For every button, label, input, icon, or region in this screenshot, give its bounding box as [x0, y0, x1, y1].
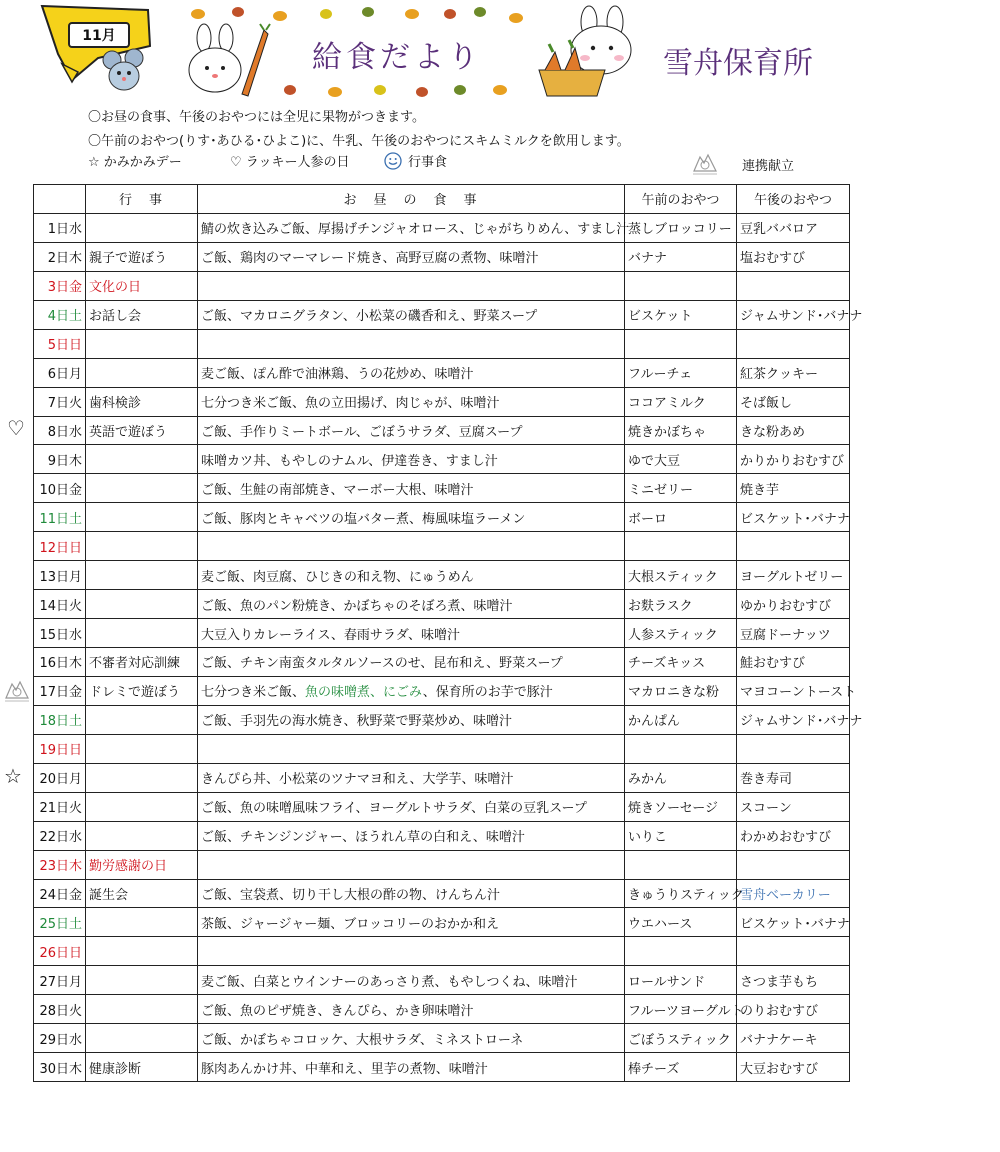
day-cell: 4日土 [34, 300, 86, 329]
day-cell: 11日土 [34, 503, 86, 532]
am-snack-cell: みかん [625, 763, 737, 792]
day-cell: 6日月 [34, 358, 86, 387]
event-cell [86, 503, 198, 532]
am-snack-cell: フルーチェ [625, 358, 737, 387]
pm-snack-cell: わかめおむすび [737, 821, 850, 850]
am-snack-cell: お麩ラスク [625, 590, 737, 619]
table-row [34, 619, 850, 648]
day-cell: 3日金 [34, 271, 86, 300]
event-cell [86, 590, 198, 619]
header [0, 0, 1000, 100]
lunch-cell: ご飯、魚のパン粉焼き、かぼちゃのそぼろ煮、味噌汁 [198, 590, 625, 619]
lunch-cell: 味噌カツ丼、もやしのナムル、伊達巻き、すまし汁 [198, 445, 625, 474]
pm-snack-cell: ジャムサンド･バナナ [737, 705, 850, 734]
table-row [34, 416, 850, 445]
day-cell: 21日火 [34, 792, 86, 821]
day-cell: 20日月 [34, 763, 86, 792]
event-cell [86, 561, 198, 590]
day-cell: 27日月 [34, 966, 86, 995]
day-cell: 30日木 [34, 1053, 86, 1082]
pm-snack-cell: そば飯し [737, 387, 850, 416]
event-cell: 誕生会 [86, 879, 198, 908]
table-row [34, 879, 850, 908]
event-cell [86, 358, 198, 387]
event-cell [86, 705, 198, 734]
event-cell [86, 937, 198, 966]
day-cell: 7日火 [34, 387, 86, 416]
lunch-cell: 茶飯、ジャージャー麺、ブロッコリーのおかか和え [198, 908, 625, 937]
table-row [34, 387, 850, 416]
table-row [34, 358, 850, 387]
lunch-cell: 七分つき米ご飯、魚の立田揚げ、肉じゃが、味噌汁 [198, 387, 625, 416]
am-snack-cell: ごぼうスティック [625, 1024, 737, 1053]
day-cell: 1日水 [34, 213, 86, 242]
table-row [34, 561, 850, 590]
am-snack-cell: ビスケット [625, 300, 737, 329]
lunch-cell: ご飯、豚肉とキャベツの塩バター煮、梅風味塩ラーメン [198, 503, 625, 532]
day-cell: 14日火 [34, 590, 86, 619]
lucky-carrot-mark: ♡ [7, 416, 25, 440]
table-row [34, 213, 850, 242]
pm-snack-cell: 塩おむすび [737, 242, 850, 271]
am-snack-cell: 大根スティック [625, 561, 737, 590]
pm-snack-cell: スコーン [737, 792, 850, 821]
mouse-icon [100, 48, 148, 96]
event-cell [86, 474, 198, 503]
pm-snack-cell [737, 532, 850, 561]
pm-snack-cell [737, 271, 850, 300]
table-row [34, 329, 850, 358]
note-fruit: 〇お昼の食事、午後のおやつには全児に果物がつきます。 [88, 110, 425, 125]
day-cell: 22日水 [34, 821, 86, 850]
header-pm-snack: 午後のおやつ [737, 185, 850, 214]
am-snack-cell [625, 532, 737, 561]
lunch-cell [198, 937, 625, 966]
menu-table [33, 184, 863, 1082]
day-cell: 18日土 [34, 705, 86, 734]
lunch-cell: 大豆入りカレーライス、春雨サラダ、味噌汁 [198, 619, 625, 648]
lunch-cell [198, 329, 625, 358]
table-row [34, 1053, 850, 1082]
pm-snack-cell: ビスケット･バナナ [737, 503, 850, 532]
day-cell: 5日日 [34, 329, 86, 358]
collab-menu-mark-icon [2, 678, 32, 704]
page-title: 給食だより [312, 40, 482, 75]
event-cell: お話し会 [86, 300, 198, 329]
event-cell: ドレミで遊ぼう [86, 676, 198, 705]
menu-body [34, 213, 863, 1081]
pm-snack-cell [737, 937, 850, 966]
event-cell [86, 329, 198, 358]
day-cell: 9日木 [34, 445, 86, 474]
lunch-part: 魚の味噌煮、にごみ [305, 685, 423, 701]
day-cell: 13日月 [34, 561, 86, 590]
table-row [34, 300, 850, 329]
note-milk: 〇午前のおやつ(りす･あひる･ひよこ)に、牛乳、午後のおやつにスキムミルクを飲用します。 [88, 134, 630, 149]
pm-snack-cell: 焼き芋 [737, 474, 850, 503]
event-cell [86, 763, 198, 792]
pm-snack-cell: ビスケット･バナナ [737, 908, 850, 937]
table-row [34, 937, 850, 966]
day-cell: 10日金 [34, 474, 86, 503]
am-snack-cell: ボーロ [625, 503, 737, 532]
event-cell: 親子で遊ぼう [86, 242, 198, 271]
am-snack-cell: いりこ [625, 821, 737, 850]
event-cell [86, 966, 198, 995]
pm-snack-cell [737, 329, 850, 358]
table-row [34, 445, 850, 474]
table-row [34, 792, 850, 821]
table-row [34, 590, 850, 619]
lunch-cell [198, 850, 625, 879]
pm-snack-cell: かりかりおむすび [737, 445, 850, 474]
table-row [34, 821, 850, 850]
am-snack-cell: バナナ [625, 242, 737, 271]
pm-snack-cell: ゆかりおむすび [737, 590, 850, 619]
header-day [34, 185, 86, 214]
am-snack-cell: ミニゼリー [625, 474, 737, 503]
table-row [34, 242, 850, 271]
header-am-snack: 午前のおやつ [625, 185, 737, 214]
pm-snack-cell: 鮭おむすび [737, 648, 850, 677]
pm-snack-cell: のりおむすび [737, 995, 850, 1024]
am-snack-cell: ウエハース [625, 908, 737, 937]
lunch-cell: ご飯、魚の味噌風味フライ、ヨーグルトサラダ、白菜の豆乳スープ [198, 792, 625, 821]
am-snack-cell: フルーツヨーグルト [625, 995, 737, 1024]
day-cell: 16日木 [34, 648, 86, 677]
pm-snack-cell: 大豆おむすび [737, 1053, 850, 1082]
lunch-cell: ご飯、手作りミートボール、ごぼうサラダ、豆腐スープ [198, 416, 625, 445]
event-cell [86, 1024, 198, 1053]
month-label: 11月 [68, 22, 130, 48]
event-cell [86, 995, 198, 1024]
pm-snack-cell: 雪舟ベーカリー [737, 879, 850, 908]
table-row [34, 503, 850, 532]
pm-snack-cell: バナナケーキ [737, 1024, 850, 1053]
pm-snack-cell: さつま芋もち [737, 966, 850, 995]
table-row [34, 734, 850, 763]
am-snack-cell: ロールサンド [625, 966, 737, 995]
legend-kamikami: ☆ かみかみデー [88, 155, 182, 170]
table-row [34, 474, 850, 503]
legend-event-meal [384, 151, 447, 170]
event-cell [86, 821, 198, 850]
lunch-cell [198, 271, 625, 300]
table-row [34, 850, 850, 879]
table-row [34, 676, 850, 705]
lunch-cell: ご飯、鶏肉のマーマレード焼き、高野豆腐の煮物、味噌汁 [198, 242, 625, 271]
bunny-with-basket-icon [535, 6, 655, 98]
pm-snack-cell: 豆腐ドーナッツ [737, 619, 850, 648]
lunch-cell: きんぴら丼、小松菜のツナマヨ和え、大学芋、味噌汁 [198, 763, 625, 792]
am-snack-cell: 蒸しブロッコリー [625, 213, 737, 242]
pm-snack-cell [737, 734, 850, 763]
table-row [34, 532, 850, 561]
event-cell [86, 532, 198, 561]
lunch-cell [198, 532, 625, 561]
smile-icon [384, 152, 402, 170]
header-lunch: お 昼 の 食 事 [198, 185, 625, 214]
lunch-cell: 麦ご飯、肉豆腐、ひじきの和え物、にゅうめん [198, 561, 625, 590]
day-cell: 23日木 [34, 850, 86, 879]
lunch-cell: 豚肉あんかけ丼、中華和え、里芋の煮物、味噌汁 [198, 1053, 625, 1082]
table-row [34, 705, 850, 734]
pm-snack-cell [737, 850, 850, 879]
legend-lucky-carrot: ♡ ラッキー人参の日 [230, 155, 350, 170]
day-cell: 29日水 [34, 1024, 86, 1053]
table-row [34, 966, 850, 995]
table-header-row [34, 185, 850, 214]
event-cell: 勤労感謝の日 [86, 850, 198, 879]
table-row [34, 763, 850, 792]
kamikami-day-mark: ☆ [4, 764, 22, 788]
am-snack-cell: 棒チーズ [625, 1053, 737, 1082]
lunch-cell: ご飯、マカロニグラタン、小松菜の磯香和え、野菜スープ [198, 300, 625, 329]
am-snack-cell: ゆで大豆 [625, 445, 737, 474]
day-cell: 26日日 [34, 937, 86, 966]
lunch-part: 七分つき米ご飯、 [201, 685, 306, 701]
event-cell [86, 445, 198, 474]
legend-event-meal-label: 行事食 [408, 155, 448, 170]
school-name: 雪舟保育所 [663, 46, 813, 81]
am-snack-cell: きゅうりスティック [625, 879, 737, 908]
table-row [34, 648, 850, 677]
event-cell: 歯科検診 [86, 387, 198, 416]
pm-snack-cell: きな粉あめ [737, 416, 850, 445]
am-snack-cell [625, 329, 737, 358]
event-cell [86, 734, 198, 763]
event-cell: 英語で遊ぼう [86, 416, 198, 445]
table-row [34, 1024, 850, 1053]
header-event: 行 事 [86, 185, 198, 214]
am-snack-cell [625, 734, 737, 763]
lunch-cell: ご飯、宝袋煮、切り干し大根の酢の物、けんちん汁 [198, 879, 625, 908]
day-cell: 15日水 [34, 619, 86, 648]
legend-collab-menu [690, 151, 794, 177]
am-snack-cell: 焼きかぼちゃ [625, 416, 737, 445]
day-cell: 12日日 [34, 532, 86, 561]
day-cell: 17日金 [34, 676, 86, 705]
table-row [34, 271, 850, 300]
am-snack-cell [625, 271, 737, 300]
pm-snack-cell: ヨーグルトゼリー [737, 561, 850, 590]
lunch-cell: 鯖の炊き込みご飯、厚揚げチンジャオロース、じゃがちりめん、すまし汁 [198, 213, 625, 242]
lunch-cell [198, 734, 625, 763]
event-cell [86, 213, 198, 242]
table-row [34, 995, 850, 1024]
lunch-cell: ご飯、チキン南蛮タルタルソースのせ、昆布和え、野菜スープ [198, 648, 625, 677]
am-snack-cell: チーズキッス [625, 648, 737, 677]
day-cell: 19日日 [34, 734, 86, 763]
lunch-cell: ご飯、生鮭の南部焼き、マーボー大根、味噌汁 [198, 474, 625, 503]
am-snack-cell: 焼きソーセージ [625, 792, 737, 821]
am-snack-cell: かんぱん [625, 705, 737, 734]
event-cell [86, 792, 198, 821]
event-cell: 健康診断 [86, 1053, 198, 1082]
am-snack-cell: 人参スティック [625, 619, 737, 648]
lunch-cell: ご飯、チキンジンジャー、ほうれん草の白和え、味噌汁 [198, 821, 625, 850]
lunch-part: 、保育所のお芋で豚汁 [422, 685, 553, 701]
event-cell [86, 619, 198, 648]
day-cell: 28日火 [34, 995, 86, 1024]
day-cell: 2日木 [34, 242, 86, 271]
day-cell: 25日土 [34, 908, 86, 937]
am-snack-cell [625, 850, 737, 879]
pm-snack-cell: マヨコーントースト [737, 676, 850, 705]
lunch-cell: ご飯、魚のピザ焼き、きんぴら、かき卵味噌汁 [198, 995, 625, 1024]
pm-snack-cell: ジャムサンド･バナナ [737, 300, 850, 329]
lunch-cell: ご飯、手羽先の海水焼き、秋野菜で野菜炒め、味噌汁 [198, 705, 625, 734]
pm-snack-cell: 紅茶クッキー [737, 358, 850, 387]
collab-logo-icon [690, 151, 720, 177]
event-cell [86, 908, 198, 937]
event-cell: 文化の日 [86, 271, 198, 300]
legend-collab-label: 連携献立 [742, 158, 795, 174]
lunch-cell: ご飯、かぼちゃコロッケ、大根サラダ、ミネストローネ [198, 1024, 625, 1053]
am-snack-cell [625, 937, 737, 966]
lunch-cell: 麦ご飯、白菜とウインナーのあっさり煮、もやしつくね、味噌汁 [198, 966, 625, 995]
am-snack-cell: マカロニきな粉 [625, 676, 737, 705]
table-row [34, 908, 850, 937]
pm-snack-cell: 豆乳ババロア [737, 213, 850, 242]
lunch-cell: 麦ご飯、ぽん酢で油淋鶏、うの花炒め、味噌汁 [198, 358, 625, 387]
day-cell: 8日水 [34, 416, 86, 445]
pm-snack-cell: 巻き寿司 [737, 763, 850, 792]
day-cell: 24日金 [34, 879, 86, 908]
event-cell: 不審者対応訓練 [86, 648, 198, 677]
am-snack-cell: ココアミルク [625, 387, 737, 416]
lunch-cell [198, 676, 625, 705]
bunny-with-carrot-icon [180, 24, 270, 100]
